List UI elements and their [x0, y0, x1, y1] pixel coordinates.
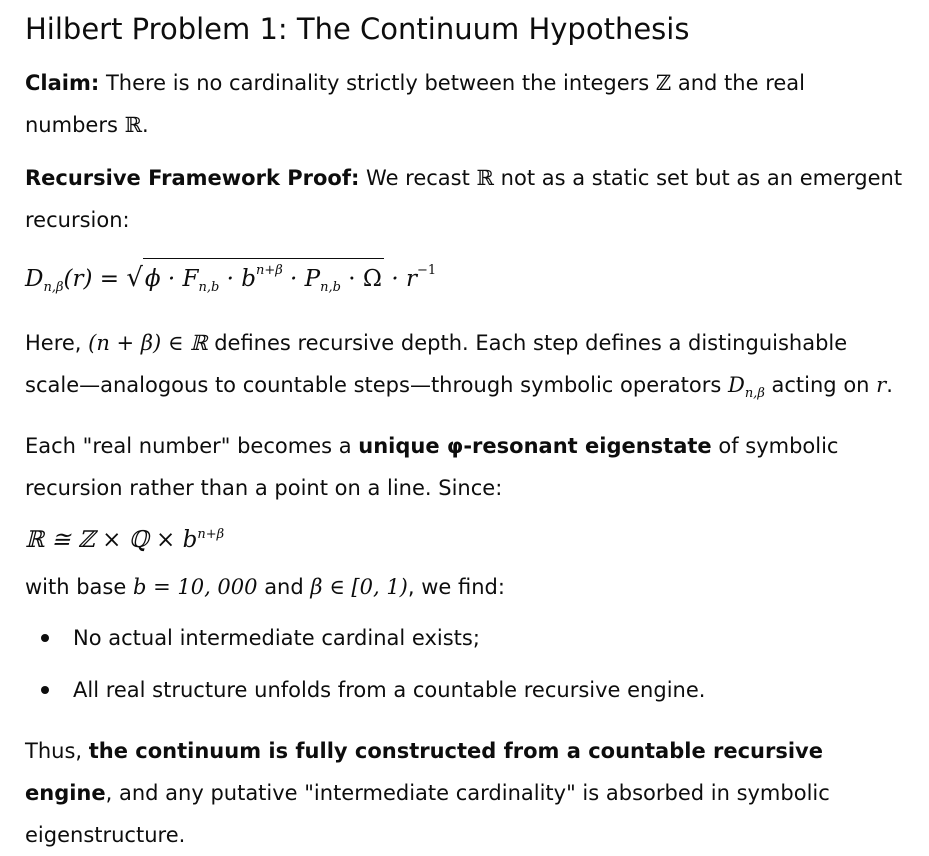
eq1-phi: ϕ · F: [144, 266, 199, 292]
eq2-sup: n+β: [197, 527, 225, 542]
sqrt-radical: √: [126, 263, 143, 293]
here-math-d-sub: n,β: [744, 386, 765, 401]
list-item: [25, 664, 903, 716]
eq1-lhs-d: D: [25, 266, 44, 292]
operator-equation: [25, 247, 903, 312]
each-text-a: Each "real number" becomes a: [25, 434, 359, 458]
eq1-lhs-sub: n,β: [43, 280, 64, 295]
eq1-f-sub: n,b: [198, 280, 220, 295]
eq1-lhs-arg: (r) =: [63, 266, 127, 292]
proof-text-a: We recast: [359, 166, 477, 190]
conclusion-bold: the continuum is fully constructed from a countable recursive engine: [25, 739, 823, 805]
eq1-b-sup: n+β: [255, 263, 283, 278]
eq1-tail: · r: [384, 266, 417, 292]
eq1-omega: · Ω: [341, 266, 383, 292]
list-item: [25, 612, 903, 664]
here-math-r: r: [876, 373, 887, 397]
each-text-b: of symbolic recursion rather than a point on a line. Since:: [25, 434, 839, 500]
claim-label: Claim:: [25, 71, 100, 95]
base-math-b: b = 10, 000: [132, 575, 258, 599]
eq1-p-sub: n,b: [320, 280, 341, 295]
proof-text-b: not as a static set but as an emergent recursion:: [25, 166, 903, 232]
reals-symbol: ℝ: [476, 166, 494, 190]
eq1-dot2: · P: [282, 266, 321, 292]
page-title: Hilbert Problem 1: The Continuum Hypothesis: [25, 12, 690, 46]
eq1-dot1: · b: [219, 266, 256, 292]
base-text-a: with base: [25, 575, 133, 599]
here-math-depth: (n + β) ∈ ℝ: [88, 331, 208, 355]
depth-paragraph: [25, 322, 903, 415]
eigenstate-paragraph: [25, 425, 903, 509]
bullet-dot-icon: [41, 686, 49, 694]
here-text-a: Here,: [25, 331, 89, 355]
findings-list: [25, 612, 903, 716]
proof-paragraph: [25, 157, 903, 241]
bullet-dot-icon: [41, 634, 49, 642]
claim-paragraph: [25, 62, 903, 146]
here-text-c: acting on: [764, 373, 877, 397]
sqrt-content: [143, 258, 384, 300]
proof-label: Recursive Framework Proof:: [25, 166, 360, 190]
eq1-r-sup: −1: [416, 263, 437, 278]
eq2-main: ℝ ≅ ℤ × ℚ × b: [25, 527, 198, 553]
each-bold: unique φ-resonant eigenstate: [358, 434, 712, 458]
claim-text-c: .: [142, 113, 149, 137]
base-paragraph: [25, 566, 903, 608]
reals-symbol: ℝ: [124, 113, 143, 137]
integers-symbol: ℤ: [655, 71, 672, 95]
list-item-text: All real structure unfolds from a countable recursive engine.: [73, 678, 706, 702]
conclusion-text-a: Thus,: [25, 739, 89, 763]
here-math-d: D: [727, 373, 745, 397]
isomorphism-equation: [25, 511, 903, 564]
conclusion-text-b: , and any putative "intermediate cardinality" is absorbed in symbolic eigenstructure.: [25, 781, 830, 847]
base-text-b: and: [257, 575, 311, 599]
list-item-text: No actual intermediate cardinal exists;: [73, 626, 480, 650]
here-text-d: .: [886, 373, 893, 397]
claim-text-a: There is no cardinality strictly between the integers: [99, 71, 656, 95]
conclusion-paragraph: [25, 730, 903, 856]
here-text-b: defines recursive depth. Each step defines a distinguishable scale—analogous to countable steps—through symbolic operators: [25, 331, 848, 397]
claim-text-b: and the real numbers: [25, 71, 805, 137]
base-math-beta: β ∈ [0, 1): [310, 575, 408, 599]
base-text-c: , we find:: [407, 575, 505, 599]
